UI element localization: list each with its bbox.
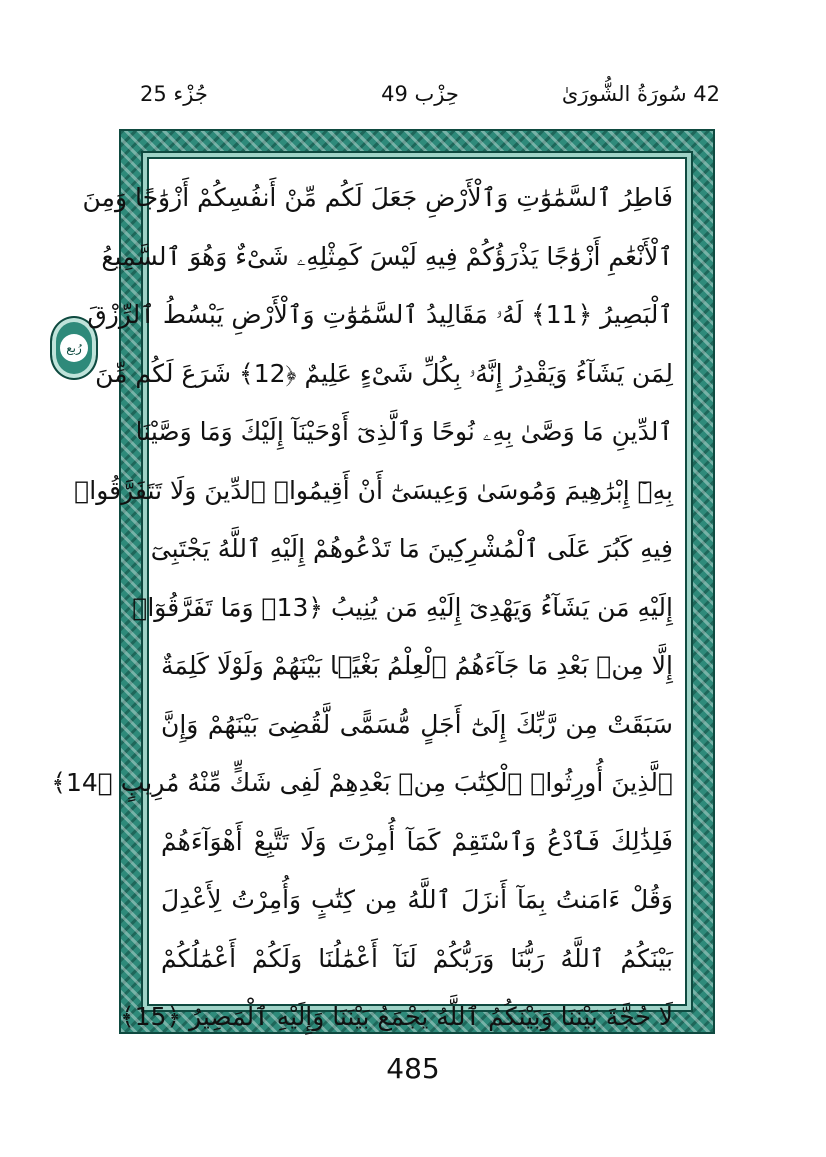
text-line: بِهِۦٓ إِبْرَٰهِيمَ وَمُوسَىٰ وَعِيسَىٰٓ أَنْ أَقِيمُوا۟ ٱلدِّينَ وَلَا تَتَفَرَّقُوا۟ xyxy=(74,475,673,505)
page-number: 485 xyxy=(386,1052,440,1085)
text-line: ٱلْأَنْعَٰمِ أَزْوَٰجًا يَذْرَؤُكُمْ فِيهِ لَيْسَ كَمِثْلِهِۦ شَىْءٌ وَهُوَ ٱلسَّمِيعُ xyxy=(101,241,673,271)
text-line: إِلَيْهِ مَن يَشَآءُ وَيَهْدِىٓ إِلَيْهِ مَن يُنِيبُ ﴿13﴾ وَمَا تَفَرَّقُوٓا۟ xyxy=(132,592,673,622)
text-line: سَبَقَتْ مِن رَّبِّكَ إِلَىٰٓ أَجَلٍ مُّسَمًّى لَّقُضِىَ بَيْنَهُمْ وَإِنَّ xyxy=(161,709,673,739)
text-line: لَا حُجَّةَ بَيْنَنَا وَبَيْنَكُمُ ٱللَّهُ يَجْمَعُ بَيْنَنَا وَإِلَيْهِ ٱلْمَصِيرُ ﴿15﴾ xyxy=(120,1002,673,1031)
text-line: ٱلدِّينِ مَا وَصَّىٰ بِهِۦ نُوحًا وَٱلَّذِىٓ أَوْحَيْنَآ إِلَيْكَ وَمَا وَصَّيْنَا xyxy=(135,417,673,446)
hizb-label: حِزْب 49 xyxy=(381,82,459,106)
surah-title: 42 سُورَةُ الشُّورَىٰ xyxy=(561,82,720,106)
text-line: لِمَن يَشَآءُ وَيَقْدِرُ إِنَّهُۥ بِكُلِّ شَىْءٍ عَلِيمٌ ﴿12﴾ شَرَعَ لَكُم مِّنَ xyxy=(95,358,673,388)
text-line: فَلِذَٰلِكَ فَٱدْعُ وَٱسْتَقِمْ كَمَآ أُمِرْتَ وَلَا تَتَّبِعْ أَهْوَآءَهُمْ xyxy=(161,826,673,856)
text-line: ٱلْبَصِيرُ ﴿11﴾ لَهُۥ مَقَالِيدُ ٱلسَّمَٰوَٰتِ وَٱلْأَرْضِ يَبْسُطُ ٱلرِّزْقَ xyxy=(87,300,673,329)
text-line: ٱلَّذِينَ أُورِثُوا۟ ٱلْكِتَٰبَ مِنۢ بَعْدِهِمْ لَفِى شَكٍّ مِّنْهُ مُرِيبٍ ﴿14﴾ xyxy=(51,768,673,797)
juz-label: جُزْء 25 xyxy=(140,82,208,106)
text-line: وَقُلْ ءَامَنتُ بِمَآ أَنزَلَ ٱللَّهُ مِن كِتَٰبٍ وَأُمِرْتُ لِأَعْدِلَ xyxy=(161,885,673,914)
text-line: إِلَّا مِنۢ بَعْدِ مَا جَآءَهُمُ ٱلْعِلْمُ بَغْيًۢا بَيْنَهُمْ وَلَوْلَا كَلِمَةٌ xyxy=(161,651,673,680)
text-line: بَيْنَكُمُ ٱللَّهُ رَبُّنَا وَرَبُّكُمْ لَنَآ أَعْمَٰلُنَا وَلَكُمْ أَعْمَٰلُكُمْ xyxy=(161,943,673,973)
text-line: فَاطِرُ ٱلسَّمَٰوَٰتِ وَٱلْأَرْضِ جَعَلَ لَكُم مِّنْ أَنفُسِكُمْ أَزْوَٰجًا وَمِنَ xyxy=(82,183,673,212)
page-header xyxy=(140,82,720,118)
text-line: فِيهِ كَبُرَ عَلَى ٱلْمُشْرِكِينَ مَا تَدْعُوهُمْ إِلَيْهِ ٱللَّهُ يَجْتَبِىٓ xyxy=(150,534,673,563)
rub-marker-label: رُبع xyxy=(60,334,88,362)
